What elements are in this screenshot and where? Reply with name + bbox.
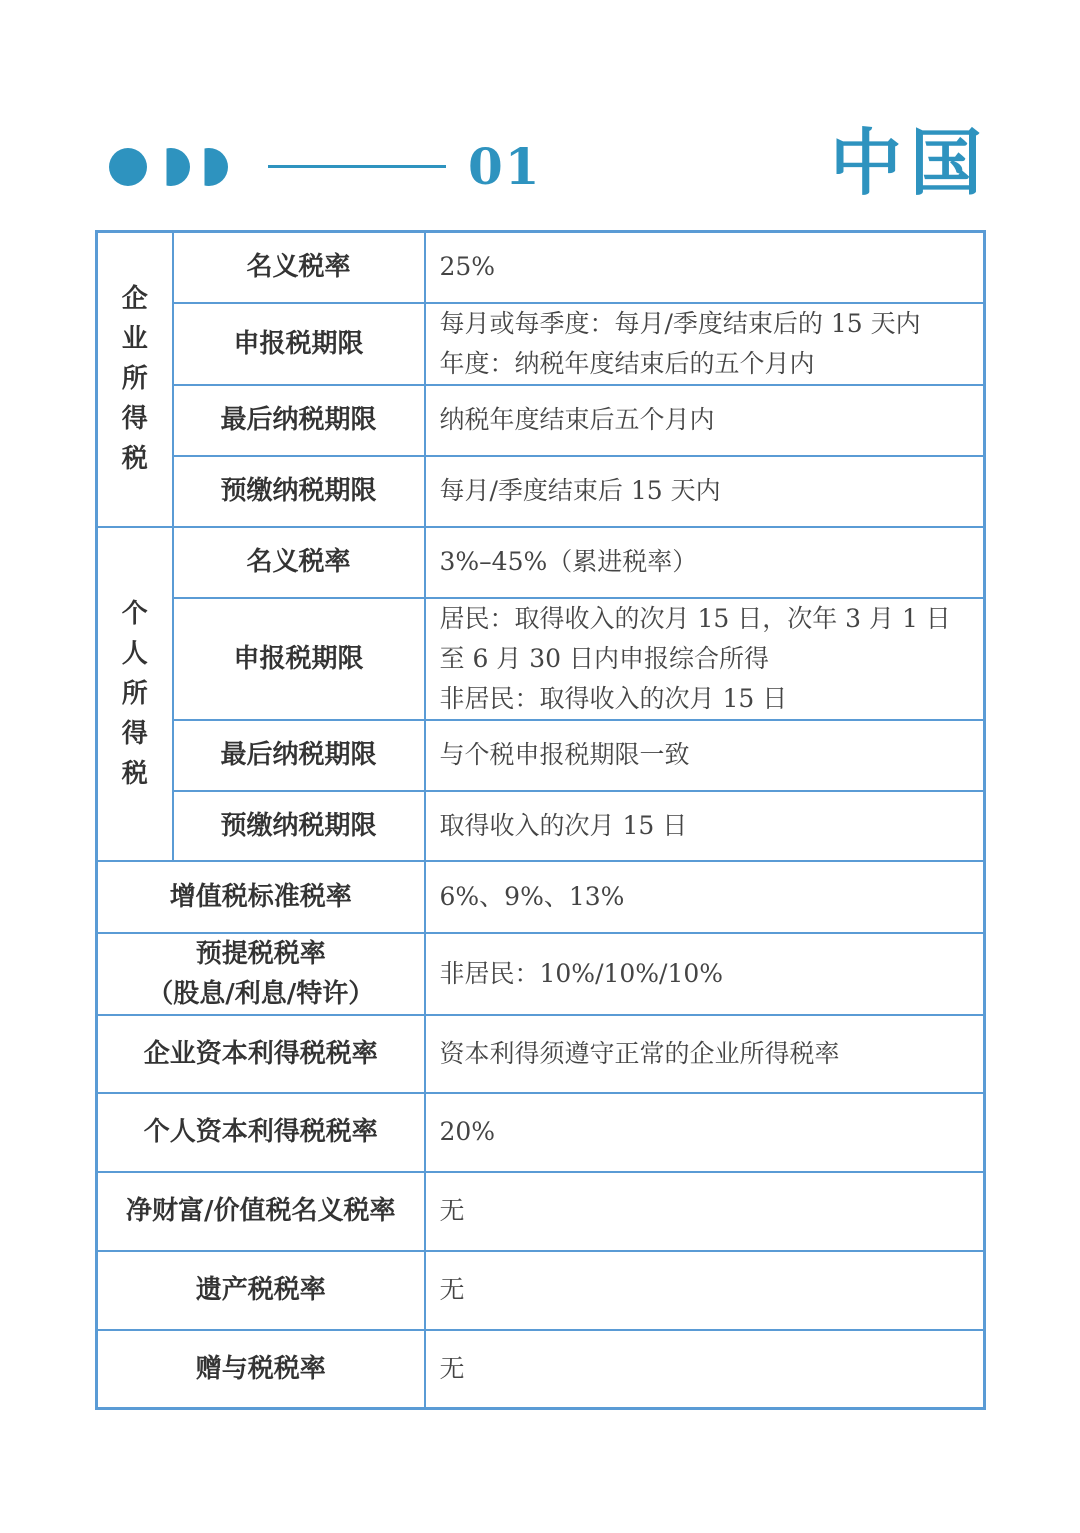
row-label: 最后纳税期限 <box>173 720 425 791</box>
row-value: 无 <box>425 1172 985 1251</box>
page-header <box>0 0 1080 230</box>
row-value: 20% <box>425 1093 985 1172</box>
row-value: 资本利得须遵守正常的企业所得税率 <box>425 1015 985 1093</box>
row-label: 增值税标准税率 <box>97 861 425 933</box>
row-label: 名义税率 <box>173 527 425 598</box>
row-label: 申报税期限 <box>173 598 425 720</box>
table-row <box>97 1251 985 1330</box>
decorative-half-dot-icon <box>152 148 190 186</box>
decorative-half-dot-icon <box>190 148 228 186</box>
row-label: 个人资本利得税税率 <box>97 1093 425 1172</box>
table-row <box>97 1015 985 1093</box>
row-value: 与个税申报税期限一致 <box>425 720 985 791</box>
table-row <box>97 527 985 598</box>
decorative-dot-icon <box>109 148 147 186</box>
table-row <box>97 1093 985 1172</box>
row-label: 预缴纳税期限 <box>173 791 425 861</box>
row-value: 3%–45%（累进税率） <box>425 527 985 598</box>
row-value: 无 <box>425 1330 985 1409</box>
row-value: 取得收入的次月 15 日 <box>425 791 985 861</box>
tax-table <box>95 230 986 1410</box>
row-value: 非居民：10%/10%/10% <box>425 933 985 1015</box>
table-row <box>97 791 985 861</box>
row-label: 最后纳税期限 <box>173 385 425 456</box>
group-corporate-income-tax: 企 业 所 得 税 <box>97 232 173 527</box>
row-label: 净财富/价值税名义税率 <box>97 1172 425 1251</box>
row-label: 申报税期限 <box>173 303 425 385</box>
row-label: 预缴纳税期限 <box>173 456 425 527</box>
row-label: 名义税率 <box>173 232 425 303</box>
row-value: 居民：取得收入的次月 15 日，次年 3 月 1 日 至 6 月 30 日内申报综合所得 非居民：取得收入的次月 15 日 <box>425 598 985 720</box>
header-rule <box>268 165 446 168</box>
country-title: 中国 <box>830 121 991 205</box>
table-row <box>97 456 985 527</box>
group-individual-income-tax: 个 人 所 得 税 <box>97 527 173 861</box>
table-row <box>97 1330 985 1409</box>
row-value: 无 <box>425 1251 985 1330</box>
table-row <box>97 933 985 1015</box>
table-row <box>97 720 985 791</box>
row-label: 企业资本利得税税率 <box>97 1015 425 1093</box>
row-label: 预提税税率 （股息/利息/特许） <box>97 933 425 1015</box>
row-value: 25% <box>425 232 985 303</box>
row-value: 纳税年度结束后五个月内 <box>425 385 985 456</box>
table-row <box>97 385 985 456</box>
row-label: 赠与税税率 <box>97 1330 425 1409</box>
row-label: 遗产税税率 <box>97 1251 425 1330</box>
table-row <box>97 303 985 385</box>
table-row <box>97 1172 985 1251</box>
row-value: 每月/季度结束后 15 天内 <box>425 456 985 527</box>
section-number: 01 <box>468 137 542 196</box>
row-value: 6%、9%、13% <box>425 861 985 933</box>
table-row <box>97 232 985 303</box>
row-value: 每月或每季度：每月/季度结束后的 15 天内 年度：纳税年度结束后的五个月内 <box>425 303 985 385</box>
table-row <box>97 861 985 933</box>
table-row <box>97 598 985 720</box>
